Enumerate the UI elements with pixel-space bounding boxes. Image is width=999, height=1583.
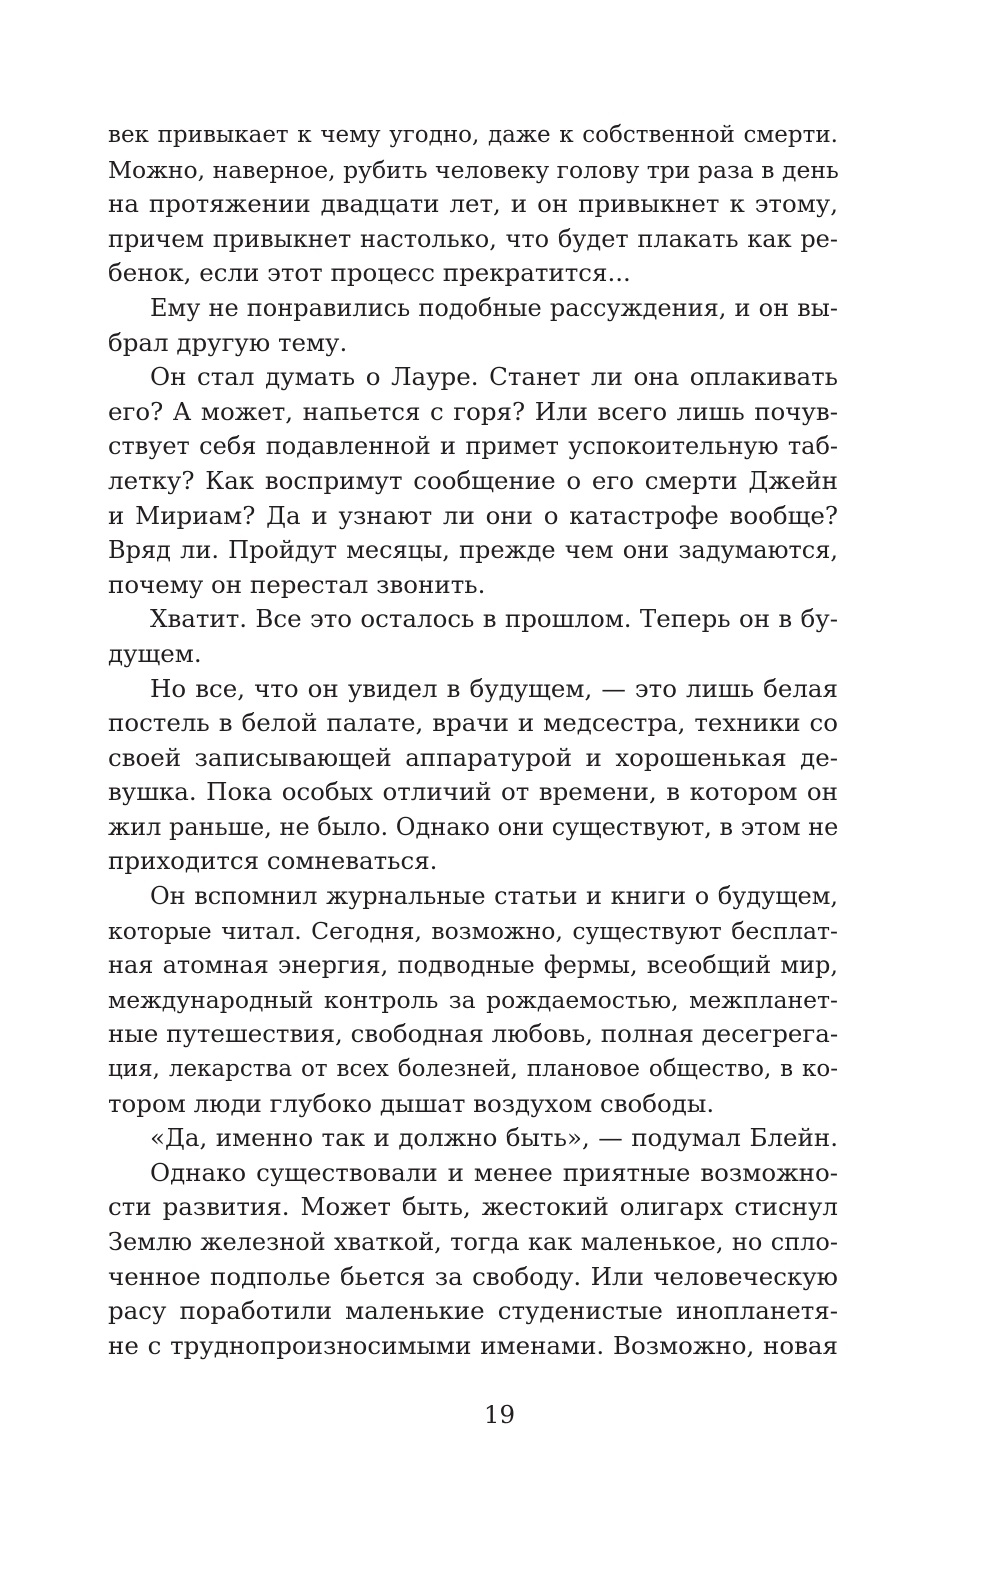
text-line: ция, лекарства от всех болезней, плановое общество, в ко-: [108, 1056, 838, 1083]
text-line: Однако существовали и менее приятные возможно-: [150, 1157, 838, 1187]
text-line: Он стал думать о Лауре. Станет ли она оплакивать: [150, 362, 838, 392]
text-line: причем привыкнет настолько, что будет плакать как ре-: [108, 224, 838, 253]
text-line: Землю железной хваткой, тогда как маленькое, но спло-: [108, 1228, 838, 1256]
text-line: приходится сомневаться.: [108, 846, 438, 876]
text-line: ствует себя подавленной и примет успокоительную таб-: [108, 432, 838, 461]
text-line: и Мириам? Да и узнают ли они о катастрофе вообще?: [108, 500, 838, 530]
text-line: ченное подполье бьется за свободу. Или человеческую: [108, 1261, 838, 1291]
body-text: [108, 118, 838, 1363]
text-line: которые читал. Сегодня, возможно, существуют бесплат-: [108, 916, 838, 945]
text-line: ная атомная энергия, подводные фермы, всеобщий мир,: [108, 951, 838, 980]
text-line: брал другую тему.: [108, 327, 348, 357]
text-line: летку? Как воспримут сообщение о его смерти Джейн: [108, 465, 838, 495]
text-line: век привыкает к чему угодно, даже к собственной смерти.: [108, 122, 838, 148]
text-line: Ему не понравились подобные рассуждения, и он вы-: [150, 293, 838, 322]
page-number: 19: [483, 1400, 516, 1429]
text-line: Он вспомнил журнальные статьи и книги о будущем,: [150, 882, 838, 911]
text-line: ные путешествия, свободная любовь, полная десегрега-: [108, 1019, 839, 1049]
text-line: тором люди глубоко дышат воздухом свободы.: [108, 1088, 715, 1118]
text-line: Но все, что он увидел в будущем, — это лишь белая: [150, 673, 838, 703]
text-line: своей записывающей аппаратурой и хорошенькая де-: [108, 742, 838, 772]
text-line: Можно, наверное, рубить человеку голову три раза в день: [108, 155, 839, 184]
text-line: почему он перестал звонить.: [108, 569, 486, 599]
text-line: дущем.: [108, 638, 202, 668]
text-line: не с труднопроизносимыми именами. Возможно, новая: [108, 1330, 838, 1360]
text-line: на протяжении двадцати лет, и он привыкнет к этому,: [108, 189, 838, 219]
text-line: вушка. Пока особых отличий от времени, в котором он: [108, 777, 838, 807]
text-line: расу поработили маленькие студенистые инопланетя-: [108, 1296, 838, 1326]
text-line: бенок, если этот процесс прекратится...: [108, 258, 631, 288]
text-line: Вряд ли. Пройдут месяцы, прежде чем они задумаются,: [108, 536, 838, 565]
text-line: международный контроль за рождаемостью, межпланет-: [108, 985, 838, 1014]
text-line: Хватит. Все это осталось в прошлом. Теперь он в бу-: [150, 604, 838, 634]
text-line: постель в белой палате, врачи и медсестра, техники со: [108, 708, 838, 738]
text-line: жил раньше, не было. Однако они существуют, в этом не: [108, 812, 839, 841]
text-line: его? А может, напьется с горя? Или всего лишь почув-: [108, 396, 838, 426]
text-line: «Да, именно так и должно быть», — подумал Блейн.: [150, 1123, 838, 1153]
text-line: сти развития. Может быть, жестокий олигарх стиснул: [108, 1192, 838, 1222]
